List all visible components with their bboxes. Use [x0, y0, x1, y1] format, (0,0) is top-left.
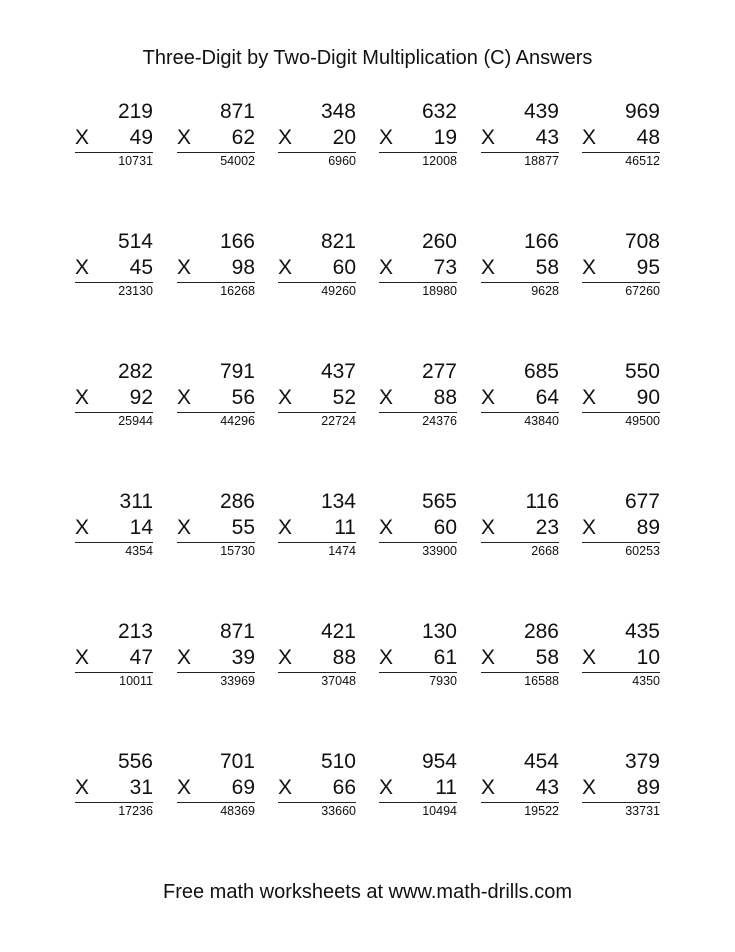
multiply-sign: X — [481, 386, 496, 409]
problem — [278, 360, 356, 430]
problem — [278, 490, 356, 560]
multiplicand: 286 — [219, 490, 255, 513]
problem — [481, 100, 559, 170]
answer-line — [278, 672, 356, 673]
answer-line — [481, 282, 559, 283]
problem — [177, 490, 255, 560]
multiplier: 95 — [636, 256, 660, 279]
answer: 33969 — [220, 674, 255, 688]
multiply-sign: X — [379, 126, 394, 149]
answer-line — [75, 672, 153, 673]
multiplier: 62 — [231, 126, 255, 149]
problem — [75, 620, 153, 690]
multiply-sign: X — [177, 126, 192, 149]
answer-line — [278, 282, 356, 283]
multiplier: 52 — [332, 386, 356, 409]
multiplier: 45 — [129, 256, 153, 279]
multiplicand: 282 — [117, 360, 153, 383]
multiply-sign: X — [481, 776, 496, 799]
multiplicand: 969 — [624, 100, 660, 123]
multiplicand: 701 — [219, 750, 255, 773]
multiply-sign: X — [582, 126, 597, 149]
multiplier: 10 — [636, 646, 660, 669]
multiply-sign: X — [75, 386, 90, 409]
multiplier: 43 — [535, 126, 559, 149]
problem — [481, 490, 559, 560]
problem — [278, 230, 356, 300]
multiplicand: 677 — [624, 490, 660, 513]
answer: 48369 — [220, 804, 255, 818]
multiply-sign: X — [582, 386, 597, 409]
answer: 10011 — [119, 674, 153, 688]
multiplicand: 219 — [117, 100, 153, 123]
answer-line — [481, 412, 559, 413]
multiply-sign: X — [75, 126, 90, 149]
answer-line — [278, 802, 356, 803]
answer: 15730 — [220, 544, 255, 558]
problem — [481, 230, 559, 300]
answer-line — [379, 802, 457, 803]
multiplicand: 286 — [523, 620, 559, 643]
answer-line — [75, 412, 153, 413]
problem — [481, 360, 559, 430]
multiplicand: 260 — [421, 230, 457, 253]
multiply-sign: X — [278, 126, 293, 149]
answer-line — [582, 282, 660, 283]
multiply-sign: X — [278, 386, 293, 409]
problem — [379, 750, 457, 820]
multiplicand: 116 — [525, 490, 559, 513]
answer-line — [177, 802, 255, 803]
multiplicand: 439 — [523, 100, 559, 123]
multiplicand: 871 — [219, 100, 255, 123]
multiply-sign: X — [379, 386, 394, 409]
multiply-sign: X — [379, 776, 394, 799]
answer: 46512 — [625, 154, 660, 168]
multiplier: 88 — [332, 646, 356, 669]
multiplier: 11 — [334, 516, 356, 539]
multiplicand: 565 — [421, 490, 457, 513]
multiplier: 14 — [129, 516, 153, 539]
multiplicand: 437 — [320, 360, 356, 383]
answer-line — [75, 152, 153, 153]
problem — [582, 230, 660, 300]
problem — [582, 360, 660, 430]
answer: 33900 — [422, 544, 457, 558]
problem — [582, 750, 660, 820]
multiplicand: 791 — [219, 360, 255, 383]
multiply-sign: X — [177, 776, 192, 799]
multiplicand: 821 — [320, 230, 356, 253]
problem — [379, 490, 457, 560]
multiplier: 89 — [636, 776, 660, 799]
multiply-sign: X — [481, 256, 496, 279]
footer-text: Free math worksheets at www.math-drills.com — [162, 881, 572, 903]
multiplier: 92 — [129, 386, 153, 409]
multiplicand: 166 — [219, 230, 255, 253]
multiplier: 56 — [231, 386, 255, 409]
multiplicand: 166 — [523, 230, 559, 253]
problem — [278, 750, 356, 820]
answer: 43840 — [524, 414, 559, 428]
answer: 60253 — [625, 544, 660, 558]
multiply-sign: X — [278, 516, 293, 539]
multiply-sign: X — [278, 256, 293, 279]
multiplier: 89 — [636, 516, 660, 539]
multiplier: 58 — [535, 646, 559, 669]
multiplicand: 510 — [320, 750, 356, 773]
problem — [278, 620, 356, 690]
multiplier: 23 — [535, 516, 559, 539]
multiplier: 49 — [129, 126, 153, 149]
problem — [177, 360, 255, 430]
multiplier: 11 — [435, 776, 457, 799]
multiplier: 61 — [433, 646, 457, 669]
multiplicand: 213 — [117, 620, 153, 643]
problem — [75, 750, 153, 820]
problem — [481, 620, 559, 690]
multiplier: 43 — [535, 776, 559, 799]
multiply-sign: X — [75, 776, 90, 799]
multiplicand: 348 — [320, 100, 356, 123]
answer-line — [379, 412, 457, 413]
answer: 49260 — [321, 284, 356, 298]
answer: 12008 — [422, 154, 457, 168]
answer: 19522 — [524, 804, 559, 818]
multiply-sign: X — [582, 516, 597, 539]
answer: 49500 — [625, 414, 660, 428]
answer-line — [177, 542, 255, 543]
multiply-sign: X — [177, 646, 192, 669]
answer-line — [278, 152, 356, 153]
answer: 6960 — [328, 154, 356, 168]
answer-line — [481, 152, 559, 153]
multiplicand: 514 — [117, 230, 153, 253]
answer-line — [75, 802, 153, 803]
answer-line — [582, 802, 660, 803]
multiplicand: 632 — [421, 100, 457, 123]
answer: 9628 — [531, 284, 559, 298]
answer-line — [379, 672, 457, 673]
problem — [379, 620, 457, 690]
answer-line — [177, 412, 255, 413]
answer-line — [582, 542, 660, 543]
answer: 17236 — [118, 804, 153, 818]
answer-line — [582, 672, 660, 673]
multiplier: 64 — [535, 386, 559, 409]
problem — [582, 100, 660, 170]
multiplicand: 685 — [523, 360, 559, 383]
multiply-sign: X — [75, 516, 90, 539]
page-title: Three-Digit by Two-Digit Multiplication (C) Answers — [142, 47, 593, 69]
multiplicand: 556 — [117, 750, 153, 773]
multiplicand: 130 — [421, 620, 457, 643]
answer-line — [481, 542, 559, 543]
multiplier: 39 — [231, 646, 255, 669]
answer: 22724 — [321, 414, 356, 428]
answer: 1474 — [328, 544, 356, 558]
multiply-sign: X — [177, 256, 192, 279]
answer-line — [177, 152, 255, 153]
answer: 7930 — [429, 674, 457, 688]
multiplicand: 134 — [320, 490, 356, 513]
problem — [177, 230, 255, 300]
answer-line — [379, 542, 457, 543]
multiplier: 55 — [231, 516, 255, 539]
answer: 67260 — [625, 284, 660, 298]
answer-line — [379, 152, 457, 153]
multiply-sign: X — [582, 256, 597, 279]
multiplier: 58 — [535, 256, 559, 279]
answer: 23130 — [118, 284, 153, 298]
answer-line — [75, 542, 153, 543]
problem — [75, 230, 153, 300]
multiplicand: 454 — [523, 750, 559, 773]
multiply-sign: X — [379, 256, 394, 279]
multiply-sign: X — [481, 646, 496, 669]
problem — [379, 360, 457, 430]
multiplier: 88 — [433, 386, 457, 409]
multiplier: 48 — [636, 126, 660, 149]
multiplier: 73 — [433, 256, 457, 279]
multiplicand: 708 — [624, 230, 660, 253]
multiplicand: 954 — [421, 750, 457, 773]
answer-line — [177, 282, 255, 283]
multiplicand: 421 — [320, 620, 356, 643]
multiplicand: 379 — [624, 750, 660, 773]
answer-line — [379, 282, 457, 283]
answer-line — [278, 542, 356, 543]
answer: 33660 — [321, 804, 356, 818]
problem — [177, 100, 255, 170]
answer-line — [481, 802, 559, 803]
multiply-sign: X — [75, 646, 90, 669]
problem — [75, 490, 153, 560]
multiplier: 98 — [231, 256, 255, 279]
answer-line — [582, 412, 660, 413]
multiplier: 19 — [433, 126, 457, 149]
multiply-sign: X — [582, 776, 597, 799]
multiply-sign: X — [278, 646, 293, 669]
multiplicand: 550 — [624, 360, 660, 383]
problem — [75, 100, 153, 170]
answer: 18877 — [524, 154, 559, 168]
answer-line — [481, 672, 559, 673]
multiplicand: 871 — [219, 620, 255, 643]
answer: 54002 — [220, 154, 255, 168]
multiply-sign: X — [481, 126, 496, 149]
problem — [177, 750, 255, 820]
problem — [582, 490, 660, 560]
problem — [177, 620, 255, 690]
answer: 4350 — [632, 674, 660, 688]
problem — [582, 620, 660, 690]
problem — [379, 100, 457, 170]
multiply-sign: X — [278, 776, 293, 799]
answer: 16588 — [524, 674, 559, 688]
answer: 44296 — [220, 414, 255, 428]
answer-line — [75, 282, 153, 283]
answer: 2668 — [531, 544, 559, 558]
problem — [379, 230, 457, 300]
multiplier: 60 — [332, 256, 356, 279]
answer: 10494 — [422, 804, 457, 818]
multiply-sign: X — [177, 386, 192, 409]
problem — [481, 750, 559, 820]
multiplicand: 277 — [421, 360, 457, 383]
answer: 18980 — [422, 284, 457, 298]
multiplier: 60 — [433, 516, 457, 539]
multiply-sign: X — [177, 516, 192, 539]
answer: 10731 — [118, 154, 153, 168]
answer-line — [177, 672, 255, 673]
multiplier: 69 — [231, 776, 255, 799]
answer: 24376 — [422, 414, 457, 428]
multiplier: 20 — [332, 126, 356, 149]
multiply-sign: X — [582, 646, 597, 669]
answer: 37048 — [321, 674, 356, 688]
multiply-sign: X — [379, 516, 394, 539]
multiply-sign: X — [481, 516, 496, 539]
answer: 4354 — [125, 544, 153, 558]
answer-line — [582, 152, 660, 153]
multiplicand: 311 — [119, 490, 153, 513]
problem — [75, 360, 153, 430]
answer: 16268 — [220, 284, 255, 298]
multiplier: 31 — [129, 776, 153, 799]
answer: 33731 — [625, 804, 660, 818]
answer: 25944 — [118, 414, 153, 428]
multiply-sign: X — [75, 256, 90, 279]
multiply-sign: X — [379, 646, 394, 669]
multiplier: 66 — [332, 776, 356, 799]
problem — [278, 100, 356, 170]
multiplier: 47 — [129, 646, 153, 669]
answer-line — [278, 412, 356, 413]
multiplicand: 435 — [624, 620, 660, 643]
multiplier: 90 — [636, 386, 660, 409]
